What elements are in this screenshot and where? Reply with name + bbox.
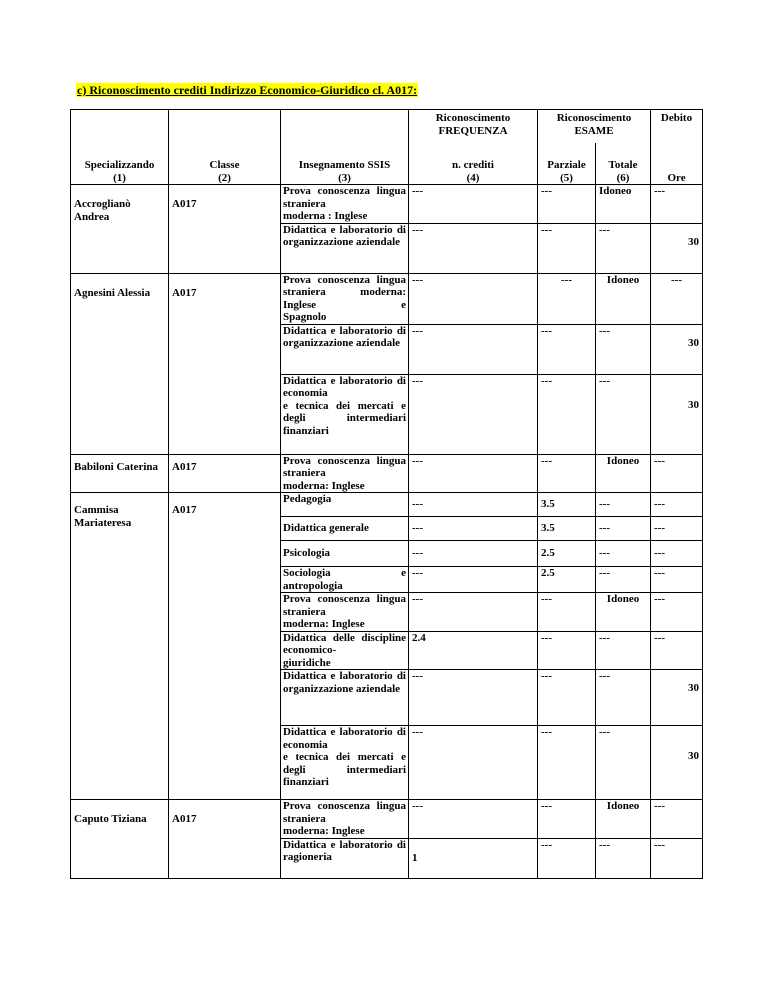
subject-cell: Didattica e laboratorio di economia e tecnica dei mercati e degli intermediari finanziari bbox=[281, 374, 409, 454]
parziale-cell: --- bbox=[538, 800, 596, 839]
subject-cell: Prova conoscenza lingua straniera moderna: Inglese bbox=[281, 800, 409, 839]
totale-cell: Idoneo bbox=[596, 185, 651, 224]
ore-cell: 30 bbox=[651, 374, 703, 454]
subject-cell: Didattica e laboratorio di organizzazione aziendale bbox=[281, 670, 409, 726]
subject-cell: Prova conoscenza lingua straniera moderna: Inglese bbox=[281, 593, 409, 632]
crediti-cell: --- bbox=[409, 670, 538, 726]
totale-cell: Idoneo bbox=[596, 800, 651, 839]
ore-cell: --- bbox=[651, 273, 703, 324]
header-group-row bbox=[71, 110, 703, 143]
totale-cell: Idoneo bbox=[596, 454, 651, 493]
totale-cell: --- bbox=[596, 631, 651, 670]
ore-cell: --- bbox=[651, 593, 703, 632]
parziale-cell: --- bbox=[538, 185, 596, 224]
totale-cell: --- bbox=[596, 493, 651, 517]
totale-cell: --- bbox=[596, 670, 651, 726]
student-name-cell: Agnesini Alessia bbox=[71, 273, 169, 454]
parziale-cell: --- bbox=[538, 324, 596, 374]
ore-cell: 30 bbox=[651, 223, 703, 273]
crediti-cell: 2.4 bbox=[409, 631, 538, 670]
table-row bbox=[71, 185, 703, 224]
parziale-cell: --- bbox=[538, 454, 596, 493]
totale-cell: --- bbox=[596, 567, 651, 593]
header-group-frequenza: Riconoscimento FREQUENZA bbox=[409, 110, 538, 143]
subject-cell: Didattica generale bbox=[281, 517, 409, 541]
parziale-cell: --- bbox=[538, 838, 596, 878]
student-name-cell: Babiloni Caterina bbox=[71, 454, 169, 493]
ore-cell: --- bbox=[651, 631, 703, 670]
crediti-cell: 1 bbox=[409, 838, 538, 878]
subject-cell: Prova conoscenza lingua straniera moderna : Inglese bbox=[281, 185, 409, 224]
totale-cell: --- bbox=[596, 223, 651, 273]
totale-cell: --- bbox=[596, 324, 651, 374]
header-crediti: n. crediti (4) bbox=[409, 143, 538, 185]
ore-cell: --- bbox=[651, 454, 703, 493]
subject-cell: Prova conoscenza lingua straniera moderna: Inglese bbox=[281, 454, 409, 493]
subject-cell: Prova conoscenza lingua straniera moderna: Inglese e Spagnolo bbox=[281, 273, 409, 324]
crediti-cell: --- bbox=[409, 517, 538, 541]
header-blank-cell bbox=[281, 110, 409, 143]
student-name-cell: Accroglianò Andrea bbox=[71, 185, 169, 274]
parziale-cell: 2.5 bbox=[538, 567, 596, 593]
crediti-cell: --- bbox=[409, 223, 538, 273]
totale-cell: --- bbox=[596, 374, 651, 454]
subject-cell: Didattica e laboratorio di ragioneria bbox=[281, 838, 409, 878]
crediti-cell: --- bbox=[409, 593, 538, 632]
table-row bbox=[71, 493, 703, 517]
classe-cell: A017 bbox=[169, 800, 281, 879]
subject-cell: Sociologia e antropologia bbox=[281, 567, 409, 593]
totale-cell: --- bbox=[596, 517, 651, 541]
ore-cell: 30 bbox=[651, 726, 703, 800]
header-parziale: Parziale (5) bbox=[538, 143, 596, 185]
totale-cell: --- bbox=[596, 541, 651, 567]
student-name-cell: Caputo Tiziana bbox=[71, 800, 169, 879]
header-columns-row bbox=[71, 143, 703, 185]
crediti-cell: --- bbox=[409, 800, 538, 839]
classe-cell: A017 bbox=[169, 185, 281, 274]
subject-cell: Didattica delle discipline economico- giuridiche bbox=[281, 631, 409, 670]
parziale-cell: 3.5 bbox=[538, 517, 596, 541]
crediti-cell: --- bbox=[409, 454, 538, 493]
crediti-cell: --- bbox=[409, 324, 538, 374]
classe-cell: A017 bbox=[169, 273, 281, 454]
crediti-cell: --- bbox=[409, 493, 538, 517]
header-ore: Ore bbox=[651, 143, 703, 185]
credits-table bbox=[70, 109, 703, 879]
crediti-cell: --- bbox=[409, 726, 538, 800]
crediti-cell: --- bbox=[409, 273, 538, 324]
subject-cell: Didattica e laboratorio di organizzazione aziendale bbox=[281, 223, 409, 273]
table-row bbox=[71, 454, 703, 493]
crediti-cell: --- bbox=[409, 541, 538, 567]
subject-cell: Didattica e laboratorio di economia e tecnica dei mercati e degli intermediari finanziari bbox=[281, 726, 409, 800]
header-classe: Classe (2) bbox=[169, 143, 281, 185]
parziale-cell: --- bbox=[538, 726, 596, 800]
parziale-cell: --- bbox=[538, 273, 596, 324]
ore-cell: --- bbox=[651, 185, 703, 224]
ore-cell: --- bbox=[651, 567, 703, 593]
crediti-cell: --- bbox=[409, 374, 538, 454]
student-name-cell: Cammisa Mariateresa bbox=[71, 493, 169, 800]
header-insegnamento: Insegnamento SSIS (3) bbox=[281, 143, 409, 185]
parziale-cell: --- bbox=[538, 670, 596, 726]
ore-cell: --- bbox=[651, 493, 703, 517]
ore-cell: 30 bbox=[651, 324, 703, 374]
classe-cell: A017 bbox=[169, 493, 281, 800]
parziale-cell: --- bbox=[538, 631, 596, 670]
header-totale: Totale (6) bbox=[596, 143, 651, 185]
subject-cell: Pedagogia bbox=[281, 493, 409, 517]
subject-cell: Psicologia bbox=[281, 541, 409, 567]
ore-cell: --- bbox=[651, 517, 703, 541]
header-blank-cell bbox=[169, 110, 281, 143]
classe-cell: A017 bbox=[169, 454, 281, 493]
header-group-debito: Debito bbox=[651, 110, 703, 143]
ore-cell: --- bbox=[651, 838, 703, 878]
totale-cell: Idoneo bbox=[596, 273, 651, 324]
parziale-cell: 3.5 bbox=[538, 493, 596, 517]
ore-cell: --- bbox=[651, 541, 703, 567]
table-row bbox=[71, 273, 703, 324]
totale-cell: --- bbox=[596, 726, 651, 800]
parziale-cell: --- bbox=[538, 374, 596, 454]
section-heading: c) Riconoscimento crediti Indirizzo Economico-Giuridico cl. A017: bbox=[77, 83, 418, 97]
crediti-cell: --- bbox=[409, 567, 538, 593]
parziale-cell: --- bbox=[538, 223, 596, 273]
subject-cell: Didattica e laboratorio di organizzazione aziendale bbox=[281, 324, 409, 374]
table-row bbox=[71, 800, 703, 839]
parziale-cell: --- bbox=[538, 593, 596, 632]
header-blank-cell bbox=[71, 110, 169, 143]
parziale-cell: 2.5 bbox=[538, 541, 596, 567]
crediti-cell: --- bbox=[409, 185, 538, 224]
header-group-esame: Riconoscimento ESAME bbox=[538, 110, 651, 143]
ore-cell: 30 bbox=[651, 670, 703, 726]
totale-cell: --- bbox=[596, 838, 651, 878]
ore-cell: --- bbox=[651, 800, 703, 839]
header-specializzando: Specializzando (1) bbox=[71, 143, 169, 185]
totale-cell: Idoneo bbox=[596, 593, 651, 632]
